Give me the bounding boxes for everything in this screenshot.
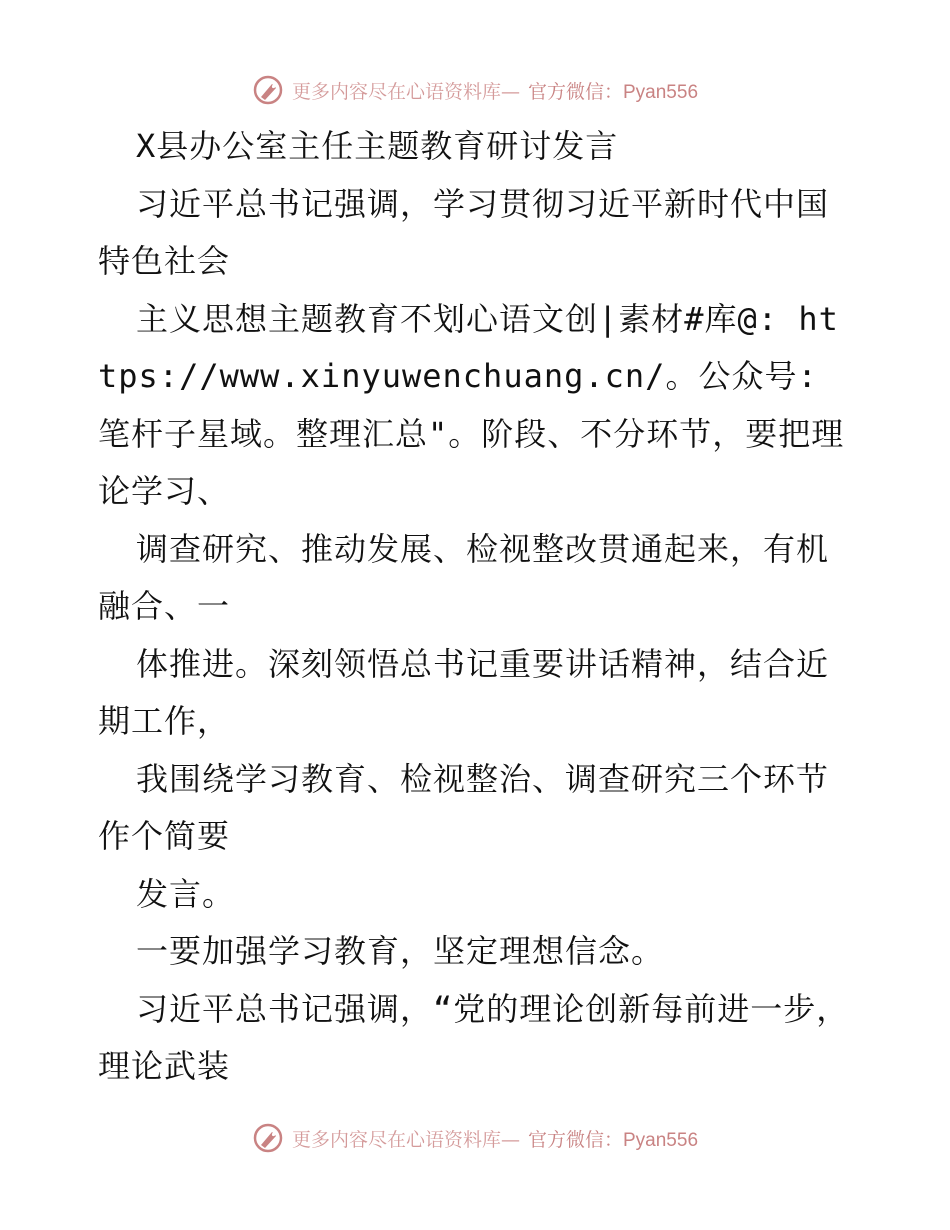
pen-nib-circle-icon bbox=[252, 1122, 284, 1154]
paragraph: 习近平总书记强调，“党的理论创新每前进一步，理论武装 bbox=[98, 989, 850, 1085]
watermark-text: 更多内容尽在心语资料库— bbox=[291, 1128, 520, 1151]
watermark-wechat: 官方微信：Pyan556 bbox=[528, 81, 699, 103]
paragraph: 调查研究、推动发展、检视整改贯通起来，有机融合、一 bbox=[98, 529, 830, 625]
paragraph: 我围绕学习教育、检视整治、调查研究三个环节作个简要 bbox=[98, 759, 830, 855]
pen-nib-circle-icon bbox=[252, 74, 284, 106]
paragraph: 习近平总书记强调，学习贯彻习近平新时代中国特色社会 bbox=[98, 184, 830, 280]
paragraph: 体推进。深刻领悟总书记重要讲话精神，结合近期工作， bbox=[98, 644, 830, 740]
document-body bbox=[98, 118, 858, 1096]
document-title: X县办公室主任主题教育研讨发言 bbox=[136, 127, 619, 165]
watermark-text: 更多内容尽在心语资料库— bbox=[291, 80, 520, 103]
section-heading: 一要加强学习教育，坚定理想信念。 bbox=[136, 932, 665, 970]
watermark-wechat: 官方微信：Pyan556 bbox=[528, 1129, 699, 1151]
header-watermark bbox=[0, 70, 950, 110]
paragraph: 主义思想主题教育不划心语文创|素材#库@: https://www.xinyuwenchuang.cn/。公众号: 笔杆子星域。整理汇总"。阶段、不分环节，要把理论学习、 bbox=[98, 299, 845, 510]
paragraph: 发言。 bbox=[136, 874, 236, 913]
footer-watermark bbox=[0, 1118, 950, 1158]
